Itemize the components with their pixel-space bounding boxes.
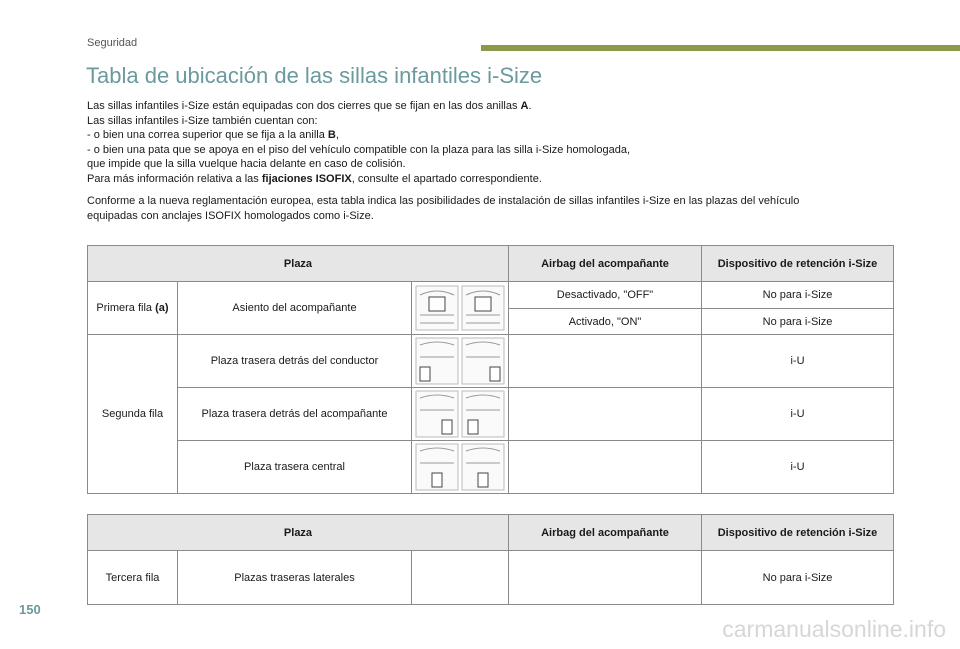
header-device: Dispositivo de retención i-Size	[702, 246, 894, 282]
device-off: No para i-Size	[702, 282, 894, 309]
rear-seat-icon	[415, 390, 459, 438]
seat-diagram-cell-empty	[412, 551, 509, 605]
isize-table-row-3	[87, 514, 894, 605]
header-plaza: Plaza	[88, 515, 509, 551]
intro-text	[87, 99, 887, 223]
airbag-empty	[509, 441, 702, 494]
intro-line: Para más información relativa a las fijaciones ISOFIX, consulte el apartado correspondiente.	[87, 172, 542, 185]
rear-seat-icon	[461, 443, 505, 491]
page-number: 150	[19, 602, 41, 617]
car-seat-diagram-icon	[412, 337, 508, 385]
intro-line: Las sillas infantiles i-Size están equipadas con dos cierres que se fijan en las dos anillas A.	[87, 100, 532, 112]
intro-paragraph: Conforme a la nueva reglamentación europea, esta tabla indica las posibilidades de instalación de sillas infantiles i-Size en las plazas del vehículo equipadas con anclajes ISOFIX homologados como i-Size.	[87, 195, 800, 222]
rear-seat-icon	[415, 443, 459, 491]
intro-line: - o bien una pata que se apoya en el piso del vehículo compatible con la plaza para las silla i-Size homologada,	[87, 143, 631, 156]
device-iu: i-U	[702, 388, 894, 441]
page-title: Tabla de ubicación de las sillas infantiles i-Size	[86, 63, 543, 88]
airbag-on: Activado, "ON"	[509, 309, 702, 335]
seat-diagram-cell	[412, 388, 509, 441]
intro-line: que impide que la silla vuelque hacia delante en caso de colisión.	[87, 158, 406, 170]
airbag-off: Desactivado, "OFF"	[509, 282, 702, 309]
device-iu: i-U	[702, 335, 894, 388]
row-third-label: Tercera fila	[88, 551, 178, 605]
front-seat-icon	[461, 285, 505, 331]
seat-diagram-cell	[412, 282, 509, 335]
watermark: carmanualsonline.info	[722, 616, 946, 642]
header-device: Dispositivo de retención i-Size	[702, 515, 894, 551]
airbag-empty	[509, 335, 702, 388]
seat-passenger: Asiento del acompañante	[178, 282, 412, 335]
rear-seat-icon	[461, 390, 505, 438]
row-first-label: Primera fila (a)	[88, 282, 178, 335]
seat-rear-driver: Plaza trasera detrás del conductor	[178, 335, 412, 388]
airbag-empty	[509, 388, 702, 441]
header-plaza: Plaza	[88, 246, 509, 282]
header-airbag: Airbag del acompañante	[509, 515, 702, 551]
car-seat-diagram-icon	[412, 443, 508, 491]
rear-seat-icon	[415, 337, 459, 385]
section-label: Seguridad	[87, 37, 138, 49]
device-on: No para i-Size	[702, 309, 894, 335]
isize-table-rows-1-2	[87, 245, 894, 494]
seat-diagram-cell	[412, 441, 509, 494]
front-seat-icon	[415, 285, 459, 331]
header-accent-bar	[481, 45, 960, 51]
rear-seat-icon	[461, 337, 505, 385]
seat-diagram-cell	[412, 335, 509, 388]
intro-line: Las sillas infantiles i-Size también cuentan con:	[87, 114, 318, 127]
seat-rear-passenger: Plaza trasera detrás del acompañante	[178, 388, 412, 441]
header-airbag: Airbag del acompañante	[509, 246, 702, 282]
row-second-label: Segunda fila	[88, 335, 178, 494]
car-seat-diagram-icon	[412, 390, 508, 438]
airbag-empty	[509, 551, 702, 605]
device-iu: i-U	[702, 441, 894, 494]
intro-line: - o bien una correa superior que se fija a la anilla B,	[87, 129, 339, 141]
seat-rear-sides: Plazas traseras laterales	[178, 551, 412, 605]
seat-rear-center: Plaza trasera central	[178, 441, 412, 494]
device-not-isize: No para i-Size	[702, 551, 894, 605]
car-seat-diagram-icon	[412, 285, 508, 331]
